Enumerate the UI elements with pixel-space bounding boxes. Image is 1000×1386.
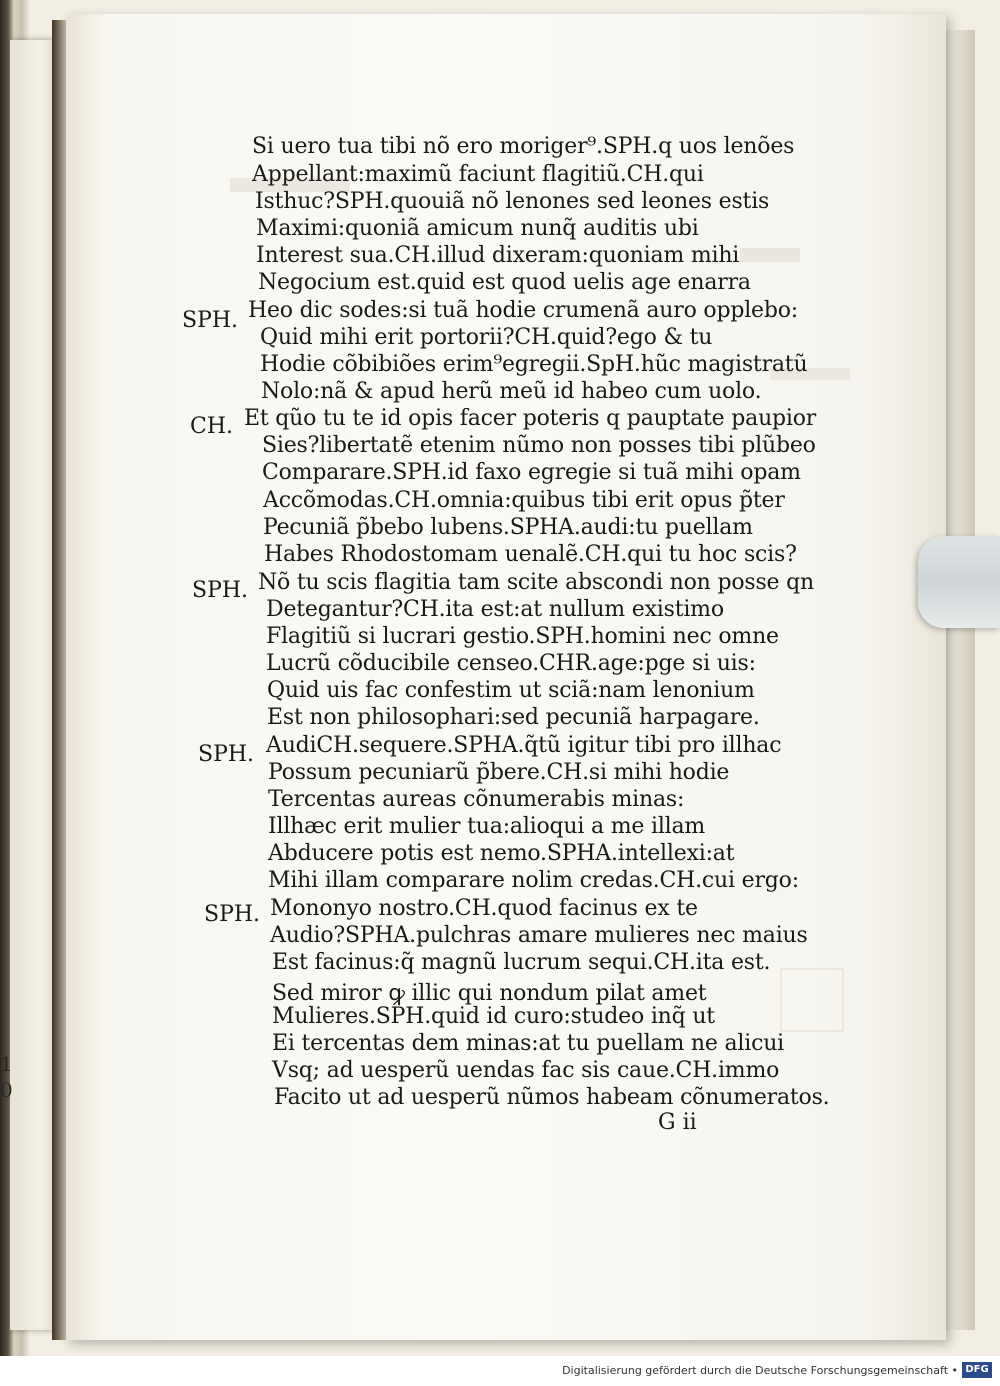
text-line: Et qũo tu te id opis facer poteris q pauptate paupior — [244, 406, 817, 431]
text-line: Comparare.SPH.id faxo egregie si tuã mihi opam — [262, 460, 801, 485]
signature-mark: G ii — [658, 1110, 697, 1135]
text-line: Sies?libertatẽ etenim nũmo non posses tibi plũbeo — [262, 433, 816, 458]
text-line: Quid uis fac confestim ut sciã:nam lenonium — [267, 678, 755, 703]
text-line: Nolo:nã & apud herũ meũ id habeo cum uolo. — [261, 379, 762, 404]
text-line: Interest sua.CH.illud dixeram:quoniam mihi — [256, 243, 740, 268]
text-line: Negocium est.quid est quod uelis age enarra — [258, 270, 751, 295]
text-line: Lucrũ cõducibile censeo.CHR.age:pge si uis: — [266, 651, 756, 676]
bleed-through-mark — [740, 248, 800, 262]
text-line: Flagitiũ si lucrari gestio.SPH.homini nec omne — [266, 624, 779, 649]
text-line: Nõ tu scis flagitia tam scite abscondi non posse qn — [258, 570, 815, 595]
footer-credit: Digitalisierung gefördert durch die Deutsche Forschungsgemeinschaft • — [562, 1364, 958, 1377]
text-line: Hodie cõbibiões erim⁹egregii.SpH.hũc magistratũ — [260, 352, 808, 377]
text-line: Est facinus:q̃ magnũ lucrum sequi.CH.ita est. — [272, 950, 771, 975]
text-line: Vsq; ad uesperũ uendas fac sis caue.CH.immo — [272, 1058, 780, 1083]
text-line: Ei tercentas dem minas:at tu puellam ne alicui — [272, 1031, 785, 1056]
text-line: Habes Rhodostomam uenalẽ.CH.qui tu hoc scis? — [264, 542, 797, 567]
text-line: AudiCH.sequere.SPHA.q̃tũ igitur tibi pro illhac — [266, 733, 782, 758]
footer-bar — [0, 1356, 1000, 1386]
dfg-logo: DFG — [962, 1362, 992, 1378]
margin-fragment: 0 — [0, 1078, 13, 1102]
text-line: Maximi:quoniã amicum nunq̃ auditis ubi — [256, 216, 699, 241]
text-line: Mononyo nostro.CH.quod facinus ex te — [270, 896, 698, 921]
text-line: Si uero tua tibi nõ ero moriger⁹.SPH.q uos lenões — [252, 134, 795, 159]
text-line: Pecuniã p̃bebo lubens.SPHA.audi:tu puellam — [263, 515, 753, 540]
text-line: Illhæc erit mulier tua:alioqui a me illam — [268, 814, 706, 839]
text-line: Est non philosophari:sed pecuniã harpagare. — [267, 705, 760, 730]
speaker-label: CH. — [190, 414, 234, 439]
text-line: Possum pecuniarũ p̃bere.CH.si mihi hodie — [268, 760, 730, 785]
paper-tab — [918, 536, 1000, 628]
speaker-label: SPH. — [192, 578, 249, 603]
text-line: Facito ut ad uesperũ nũmos habeam cõnumeratos. — [274, 1085, 830, 1110]
text-line: Appellant:maximũ faciunt flagitiũ.CH.qui — [252, 162, 704, 187]
text-line: Mulieres.SPH.quid id curo:studeo inq̃ ut — [272, 1004, 715, 1029]
text-line: Tercentas aureas cõnumerabis minas: — [268, 787, 685, 812]
book-spine — [52, 20, 66, 1340]
text-line: Audio?SPHA.pulchras amare mulieres nec maius — [270, 923, 808, 948]
margin-fragment: 1 — [0, 1052, 13, 1076]
text-line: Sed miror ꝙ illic qui nondum pilat amet — [272, 981, 707, 1006]
text-line: Mihi illam comparare nolim credas.CH.cui ergo: — [268, 868, 799, 893]
speaker-label: SPH. — [198, 742, 255, 767]
text-line: Heo dic sodes:si tuã hodie crumenã auro opplebo: — [248, 298, 799, 323]
text-line: Accõmodas.CH.omnia:quibus tibi erit opus p̃ter — [263, 488, 785, 513]
text-line: Abducere potis est nemo.SPHA.intellexi:at — [268, 841, 735, 866]
text-line: Quid mihi erit portorii?CH.quid?ego & tu — [260, 325, 713, 350]
bleed-through-mark — [780, 968, 844, 1032]
text-line: Detegantur?CH.ita est:at nullum existimo — [266, 597, 724, 622]
speaker-label: SPH. — [182, 308, 239, 333]
text-line: Isthuc?SPH.quouiã nõ lenones sed leones estis — [255, 189, 770, 214]
speaker-label: SPH. — [204, 902, 261, 927]
